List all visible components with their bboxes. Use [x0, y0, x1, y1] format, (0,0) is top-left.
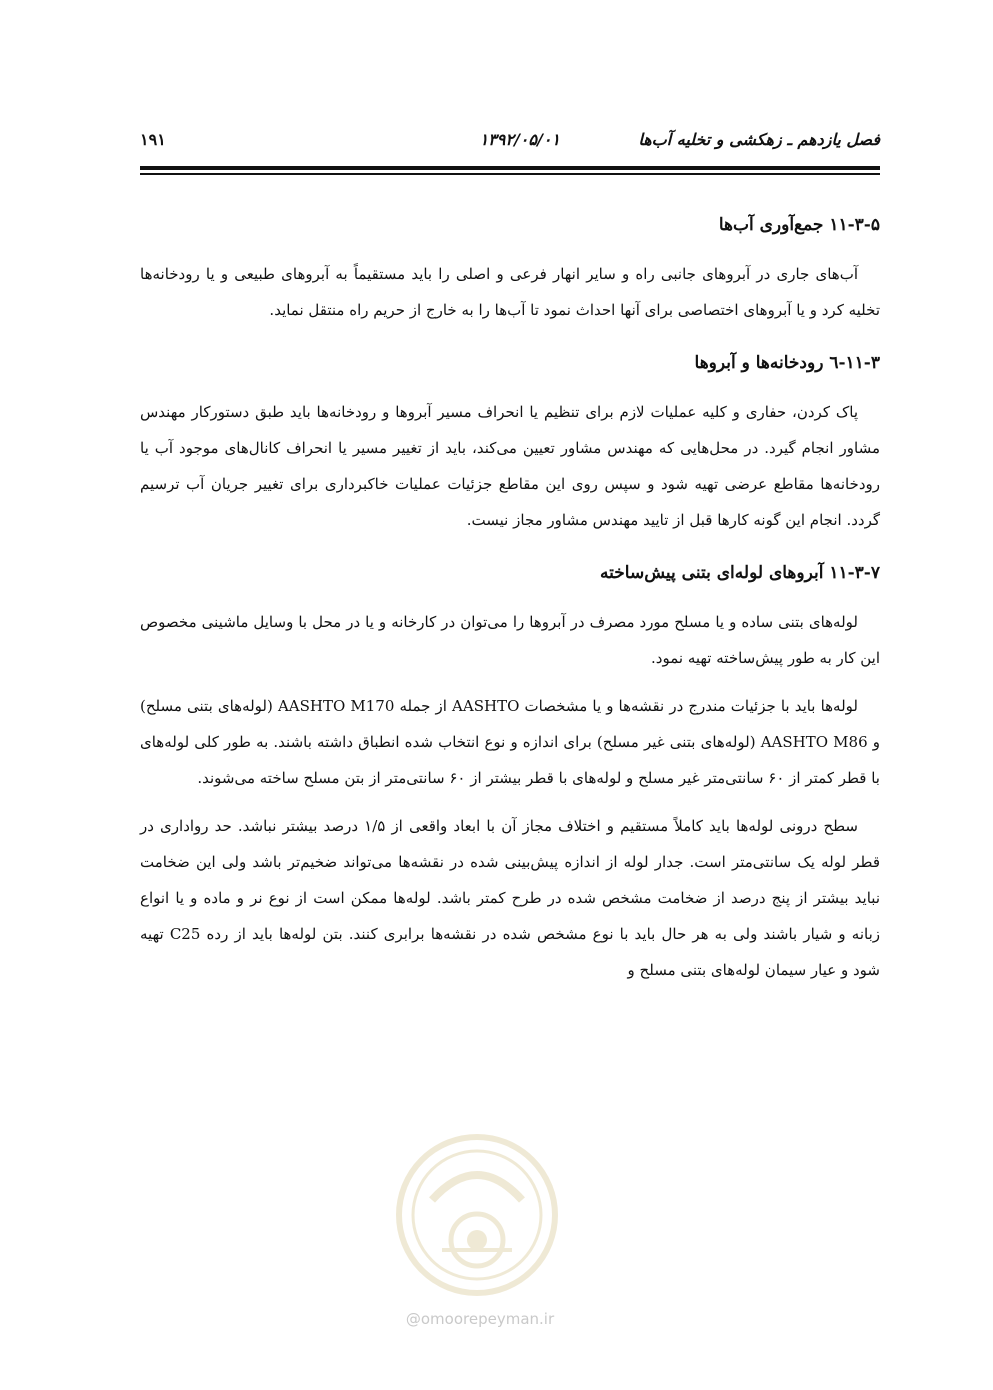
- paragraph: سطح درونی لوله‌ها باید کاملاً مستقیم و اختلاف مجاز آن با ابعاد واقعی از ۱/۵ درصد بیشتر نباشد. حد رواداری در قطر لوله یک سانتی‌متر است. جدار لوله از اندازه پیش‌بینی شده در نقشه‌ها می‌تواند ضخیم‌تر باشد ولی این ضخامت نباید بیشتر از پنج درصد از ضخامت مشخص شده در طرح کمتر باشد. لوله‌ها ممکن است از نوع نر و ماده و یا انواع زبانه و شیار باشند ولی به هر حال باید با نوع مشخص شده در نقشه‌ها برابری کنند. بتن لوله‌ها باید از رده C25 تهیه شود و عیار سیمان لوله‌های بتنی مسلح و: [140, 817, 880, 979]
- section-water-collection: [140, 210, 880, 328]
- page-content: [140, 210, 880, 1000]
- chapter-title: فصل یازدهم ـ زهکشی و تخلیه آب‌ها: [638, 130, 880, 149]
- page-header: [140, 128, 880, 158]
- watermark-handle: @omoorepeyman.ir: [405, 1310, 555, 1328]
- header-rule-thin: [140, 173, 880, 175]
- section-heading: ۱۱-۳-۷ آبروهای لوله‌ای بتنی پیش‌ساخته: [600, 563, 880, 583]
- paragraph: پاک کردن، حفاری و کلیه عملیات لازم برای تنظیم یا انحراف مسیر آبروها و رودخانه‌ها باید طبق دستورکار مهندس مشاور انجام گیرد. در محل‌هایی که مهندس مشاور تعیین می‌کند، باید از تغییر مسیر یا انحراف کانال‌های موجود آب یا رودخانه‌ها مقاطع عرضی تهیه شود و سپس روی این مقاطع جزئیات عملیات خاکبرداری برای تغییر جریان آب ترسیم گردد. انجام این گونه کارها قبل از تایید مهندس مشاور مجاز نیست.: [140, 403, 880, 529]
- section-rivers-and-channels: [140, 348, 880, 538]
- header-date: ۱۳۹۲/۰۵/۰۱: [479, 130, 560, 149]
- section-heading: ۱۱-۳-٦ رودخانه‌ها و آبروها: [694, 353, 880, 373]
- page-number: ۱۹۱: [140, 130, 166, 149]
- watermark-seal-icon: [392, 1130, 562, 1300]
- section-precast-concrete-pipes: [140, 558, 880, 988]
- paragraph: آب‌های جاری در آبروهای جانبی راه و سایر انهار فرعی و اصلی را باید مستقیماً به آبروهای طبیعی و یا رودخانه‌ها تخلیه کرد و یا آبروهای اختصاصی برای آنها احداث نمود تا آب‌ها را به خارج از حریم راه منتقل نماید.: [140, 265, 880, 319]
- section-heading: ۱۱-۳-۵ جمع‌آوری آب‌ها: [718, 215, 880, 235]
- paragraph: لوله‌های بتنی ساده و یا مسلح مورد مصرف در آبروها را می‌توان در کارخانه و یا در محل با وسایل ماشینی مخصوص این کار به طور پیش‌ساخته تهیه نمود.: [140, 613, 880, 667]
- paragraph: لوله‌ها باید با جزئیات مندرج در نقشه‌ها و یا مشخصات AASHTO از جمله AASHTO M170 (لوله‌های بتنی مسلح) و AASHTO M86 (لوله‌های بتنی غیر مسلح) برای اندازه و نوع انتخاب شده انطباق داشته باشند. به طور کلی لوله‌های با قطر کمتر از ۶۰ سانتی‌متر غیر مسلح و لوله‌های با قطر بیشتر از ۶۰ سانتی‌متر از بتن مسلح ساخته می‌شوند.: [140, 697, 880, 787]
- header-rule-thick: [140, 166, 880, 170]
